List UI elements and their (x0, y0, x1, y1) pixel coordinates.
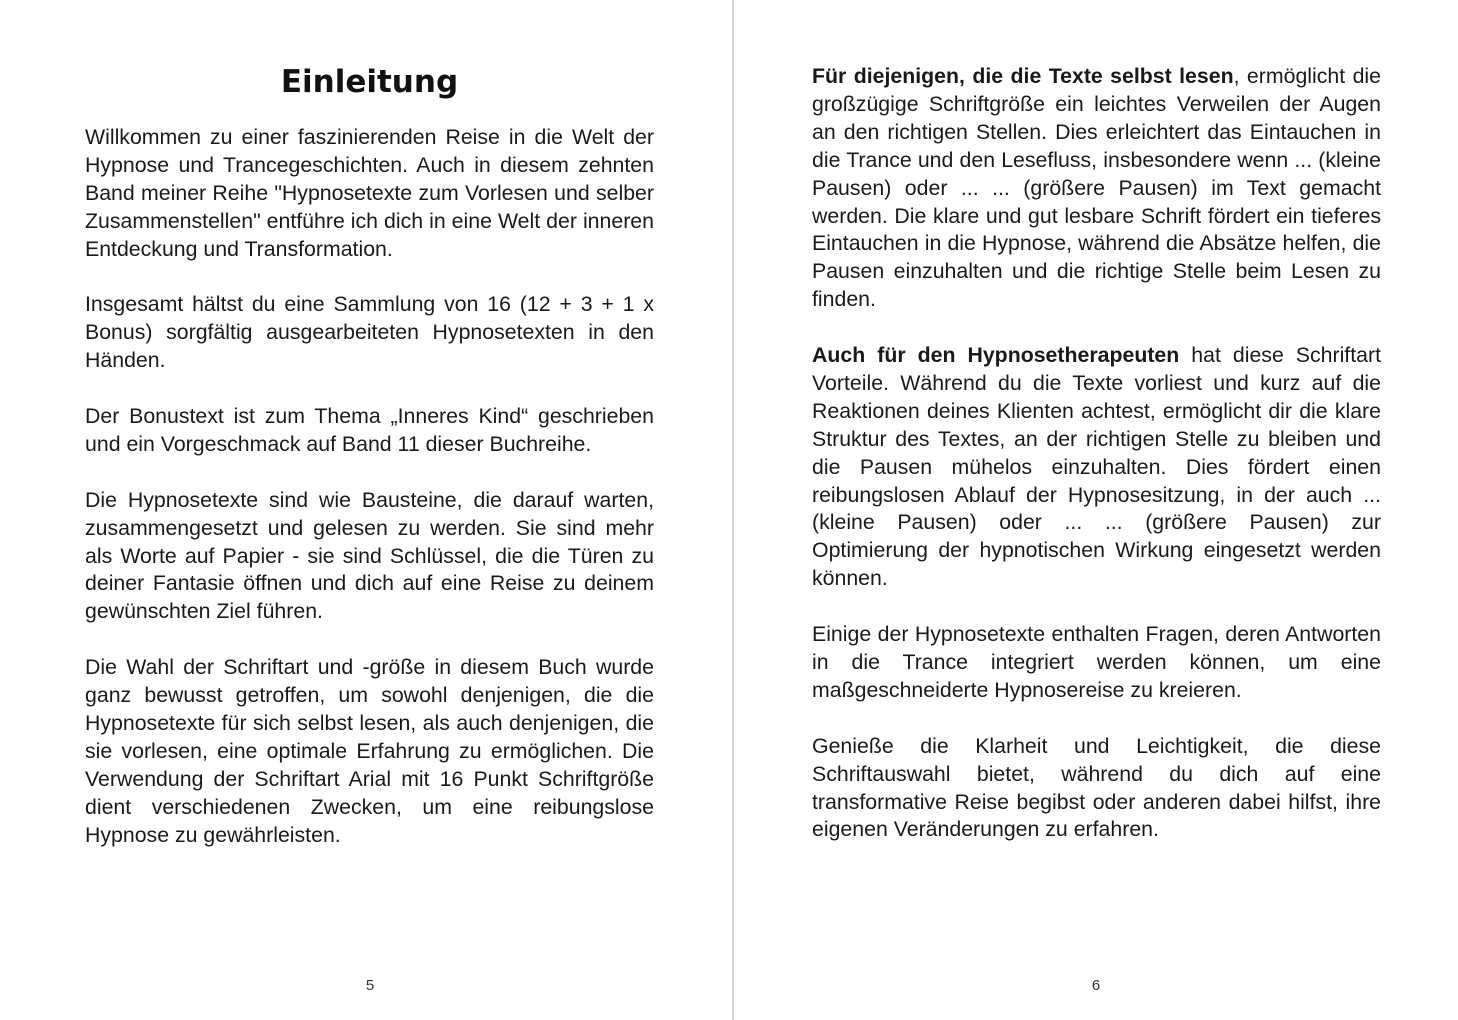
collection-paragraph: Insgesamt hältst du eine Sammlung von 16 (12 + 3 + 1 x Bonus) sorgfältig ausgearbeiteten Hypnosetexten in den Händen. (85, 292, 654, 373)
self-readers-lead: Für diejenigen, die die Texte selbst lesen (812, 64, 1234, 88)
left-page-body (85, 124, 654, 850)
right-page (734, 0, 1458, 1020)
building-blocks-paragraph: Die Hypnosetexte sind wie Bausteine, die darauf warten, zusammengesetzt und gelesen zu werden. Sie sind mehr als Worte auf Papier - sie sind Schlüssel, die die Türen zu deiner Fantasie öffnen und dich auf eine Reise zu deinem gewünschten Ziel führen. (85, 487, 654, 624)
self-readers-paragraph (812, 63, 1381, 314)
self-readers-text: , ermöglicht die großzügige Schriftgröße ein leichtes Verweilen der Augen an den richtigen Stellen. Dies erleichtert das Eintauchen in die Trance und den Lesefluss, insbesondere wenn ... (kleine Pausen) oder ... ... (größere Pausen) im Text gemacht werden. Die klare und gut lesbare Schrift fördert ein tieferes Eintauchen in die Hypnose, während die Absätze helfen, die Pausen einzuhalten und die richtige Stelle beim Lesen zu finden. (812, 64, 1381, 312)
page-number-left: 5 (365, 977, 375, 994)
therapist-paragraph (812, 342, 1381, 593)
therapist-lead: Auch für den Hypnosetherapeuten (812, 343, 1180, 368)
page-number-right: 6 (1091, 977, 1101, 994)
right-page-body (812, 63, 1381, 844)
chapter-heading: Einleitung (280, 64, 459, 100)
therapist-text: hat diese Schriftart Vorteile. Während du die Texte vorliest und kurz auf die Reaktionen deines Klienten achtest, ermöglicht dir die klare Struktur des Textes, an der richtigen Stelle zu bleiben und die Pausen mühelos einzuhalten. Dies fördert einen reibungslosen Ablauf der Hypnosesitzung, in der auch ... (kleine Pausen) oder ... ... (größere Pausen) zur Optimierung der hypnotischen Wirkung eingesetzt werden können. (812, 343, 1381, 591)
font-choice-paragraph: Die Wahl der Schriftart und -größe in diesem Buch wurde ganz bewusst getroffen, um sowohl denjenigen, die die Hypnosetexte für sich selbst lesen, als auch denjenigen, die sie vorlesen, eine optimale Erfahrung zu ermöglichen. Die Verwendung der Schriftart Arial mit 16 Punkt Schriftgröße dient verschiedenen Zwecken, um eine reibungslose Hypnose zu gewährleisten. (85, 655, 654, 847)
closing-paragraph: Genieße die Klarheit und Leichtigkeit, die diese Schriftauswahl bietet, während du dich auf eine transformative Reise begibst oder anderen dabei hilfst, ihre eigenen Veränderungen zu erfahren. (812, 733, 1381, 842)
intro-paragraph: Willkommen zu einer faszinierenden Reise in die Welt der Hypnose und Trancegeschichten. Auch in diesem zehnten Band meiner Reihe "Hypnosetexte zum Vorlesen und selber Zusammenstellen" entführe ich dich in eine Welt der inneren Entdeckung und Transformation. (85, 125, 654, 261)
questions-paragraph: Einige der Hypnosetexte enthalten Fragen, deren Antworten in die Trance integriert werden können, um eine maßgeschneiderte Hypnosereise zu kreieren. (812, 622, 1381, 702)
bonus-paragraph: Der Bonustext ist zum Thema „Inneres Kind“ geschrieben und ein Vorgeschmack auf Band 11 dieser Buchreihe. (85, 404, 654, 456)
